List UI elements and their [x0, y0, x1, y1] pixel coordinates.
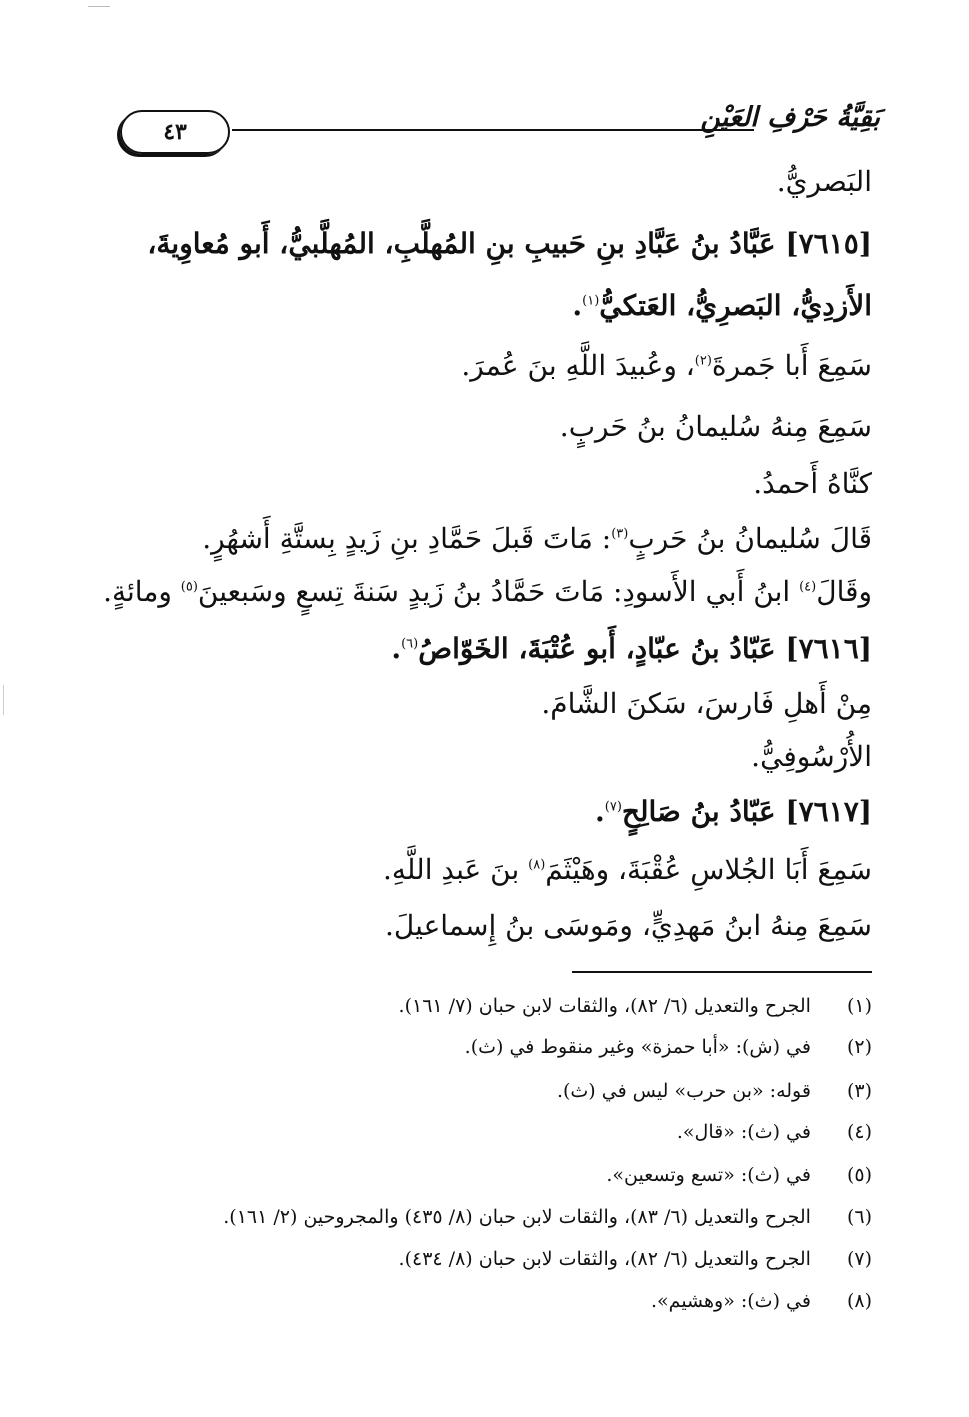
footnote-number: (٢)	[846, 1036, 872, 1058]
footnote-item	[140, 1206, 872, 1229]
line-text: كنَّاهُ أَحمدُ.	[753, 467, 872, 500]
running-title: بَقِيَّةُ حَرْفِ العَيْنِ	[700, 102, 880, 133]
footnote-ref[interactable]: (٨)	[528, 857, 546, 873]
line-text: سَمِعَ أَبا جَمرةَ	[711, 349, 872, 382]
line-text: [٧٦١٦] عَبّادُ بنُ عبّادٍ، أَبو عُتْبَةَ، الخَوّاصُ	[418, 632, 872, 665]
page-number: ٤٣	[120, 110, 230, 154]
footnote-text: في (ش): «أبا حمزة» وغير منقوط في (ث).	[464, 1036, 811, 1058]
line-text: بنَ عَبدِ اللَّهِ.	[382, 853, 529, 886]
footnote-text: في (ث): «وهشيم».	[651, 1290, 811, 1312]
line-text: : مَاتَ قَبلَ حَمَّادِ بنِ زَيدٍ بِستَّةِ أَشهُرٍ.	[202, 522, 612, 555]
footnote-ref[interactable]: (٢)	[694, 353, 712, 369]
text-line	[160, 687, 872, 721]
line-text: [٧٦١٧] عَبّادُ بنُ صَالِحٍ	[621, 795, 872, 828]
entry-heading-7615-cont	[160, 289, 872, 323]
footnote-text: الجرح والتعديل (٦/ ٨٣)، والثقات لابن حبان (٨/ ٤٣٥) والمجروحين (٢/ ١٦١).	[223, 1206, 811, 1228]
text-line	[160, 740, 872, 774]
footnote-item	[140, 1036, 872, 1059]
line-text: ابنُ أَبي الأَسودِ: مَاتَ حَمَّادُ بنُ زَيدٍ سَنةَ تِسعٍ وسَبعينَ	[197, 575, 800, 608]
line-text: سَمِعَ مِنهُ سُليمانُ بنُ حَربٍ.	[559, 410, 872, 443]
page-header	[120, 102, 880, 162]
line-text: وقَالَ	[816, 575, 872, 608]
text-line	[160, 349, 872, 383]
footnote-number: (٦)	[846, 1206, 872, 1228]
footnote-ref[interactable]: (٤)	[799, 579, 817, 595]
entry-heading-7616	[160, 632, 872, 666]
footnote-number: (١)	[846, 995, 872, 1017]
line-text: قَالَ سُليمانُ بنُ حَربٍ	[628, 522, 872, 555]
footnote-ref[interactable]: (٦)	[401, 636, 419, 652]
text-line	[160, 467, 872, 501]
footnote-item	[140, 1290, 872, 1313]
text-line	[160, 522, 872, 556]
footnote-number: (٨)	[846, 1290, 872, 1312]
footnote-item	[140, 1164, 872, 1187]
header-rule	[232, 129, 754, 131]
line-text: .	[595, 795, 605, 828]
footnote-item	[140, 1080, 872, 1103]
binding-mark	[3, 685, 4, 715]
footnote-ref[interactable]: (٥)	[180, 579, 198, 595]
entry-heading-7615	[147, 227, 872, 261]
footnote-number: (٧)	[846, 1248, 872, 1270]
line-text: .	[572, 289, 583, 322]
footnote-ref[interactable]: (١)	[582, 293, 600, 309]
line-text: مِنْ أَهلِ فَارسَ، سَكنَ الشَّامَ.	[541, 687, 872, 720]
line-text: الأَزدِيُّ، البَصرِيُّ، العَتكيُّ	[599, 289, 872, 322]
line-text: سَمِعَ مِنهُ ابنُ مَهدِيٍّ، ومَوسَى بنُ إِسماعيلَ.	[385, 909, 872, 942]
footnote-item	[140, 1121, 872, 1144]
footnote-number: (٤)	[846, 1121, 872, 1143]
footnote-ref[interactable]: (٧)	[604, 799, 622, 815]
footnote-separator	[572, 971, 872, 973]
text-line	[160, 909, 872, 943]
text-line	[160, 410, 872, 444]
entry-heading-7617	[160, 795, 872, 829]
footnote-number: (٥)	[846, 1164, 872, 1186]
footnote-text: الجرح والتعديل (٦/ ٨٢)، والثقات لابن حبان (٨/ ٤٣٤).	[398, 1248, 811, 1270]
footnote-text: في (ث): «تسع وتسعين».	[606, 1164, 811, 1186]
line-text: ، وعُبيدَ اللَّهِ بنَ عُمرَ.	[461, 349, 695, 382]
line-text: [٧٦١٥] عَبَّادُ بنُ عَبَّادِ بنِ حَبيبِ بنِ المُهلَّبِ، المُهلَّبيُّ، أَبو مُعاوِيةَ،	[147, 227, 872, 260]
footnote-item	[140, 1248, 872, 1271]
line-text: سَمِعَ أَبَا الجُلاسِ عُقْبَةَ، وهَيْثَمَ	[545, 853, 872, 886]
footnote-ref[interactable]: (٣)	[611, 526, 629, 542]
footnote-number: (٣)	[846, 1080, 872, 1102]
line-text: ومائةٍ.	[103, 575, 181, 608]
text-line	[103, 575, 872, 609]
line-text: .	[391, 632, 402, 665]
line-text: البَصريُّ.	[776, 165, 872, 198]
line-text: الأُرْسُوفِيُّ.	[751, 740, 872, 773]
text-line	[160, 853, 872, 887]
text-line	[160, 165, 872, 199]
footnote-item	[140, 995, 872, 1018]
footnote-text: في (ث): «قال».	[676, 1121, 811, 1143]
crop-mark	[88, 6, 110, 7]
footnote-text: قوله: «بن حرب» ليس في (ث).	[556, 1080, 811, 1102]
footnote-text: الجرح والتعديل (٦/ ٨٢)، والثقات لابن حبان (٧/ ١٦١).	[398, 995, 811, 1017]
